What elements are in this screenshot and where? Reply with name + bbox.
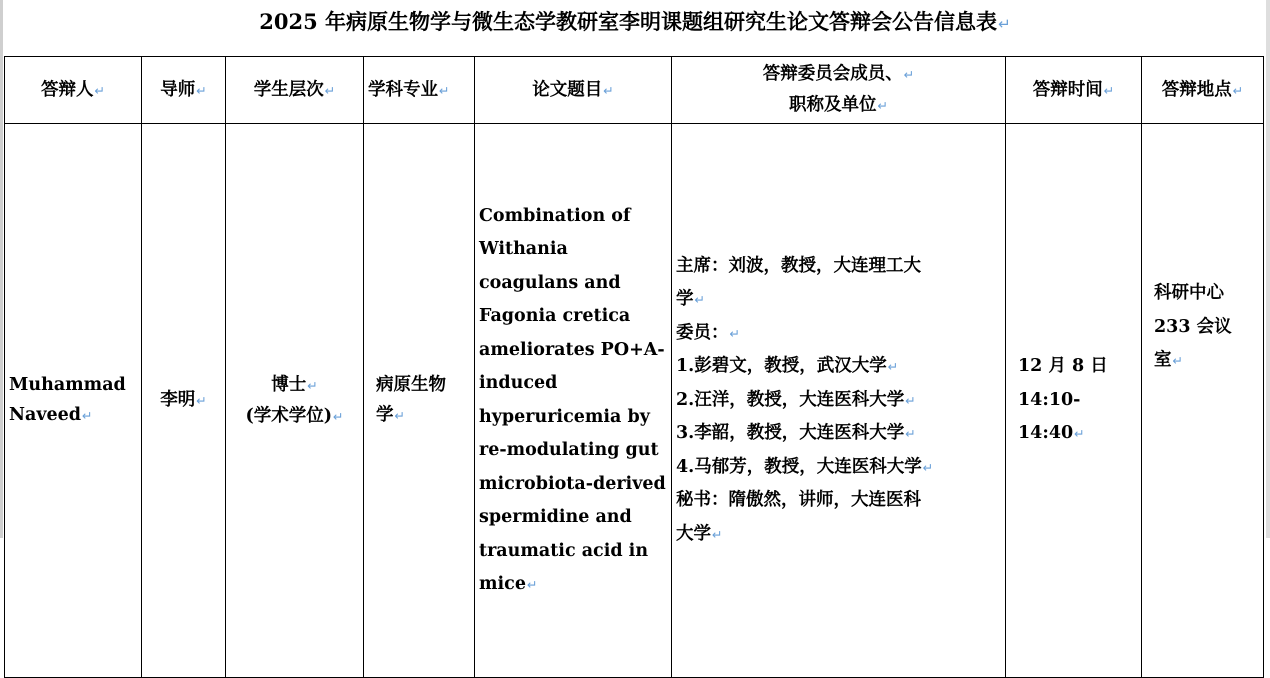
- cell-committee: 主席：刘波，教授，大连理工大 学↵ 委员：↵ 1.彭碧文，教授，武汉大学↵ 2.汪洋，教授，大连医科大学↵ 3.李韶，教授，大连医科大学↵ 4.马郁芳，教授，大连医科大学↵ 秘书：隋傲然，讲师，大连医科 大学↵: [672, 124, 1006, 678]
- paragraph-mark-icon: ↵: [94, 82, 106, 98]
- cell-thesis-title: Combination of Withania coagulans and Fagonia cretica ameliorates PO+A- induced hyperuricemia by re-modulating gut microbiota-derived spermidine and traumatic acid in mice↵: [475, 124, 672, 678]
- paragraph-mark-icon: ↵: [998, 15, 1011, 33]
- cell-location: 科研中心 233 会议 室↵: [1142, 124, 1264, 678]
- cell-time: 12 月 8 日 14:10-14:40↵: [1006, 124, 1142, 678]
- paragraph-mark-icon: ↵: [307, 377, 318, 393]
- document-title: [0, 6, 1270, 36]
- paragraph-mark-icon: ↵: [603, 82, 614, 98]
- paragraph-mark-icon: ↵: [1232, 82, 1244, 98]
- header-advisor: 导师↵: [142, 57, 226, 124]
- paragraph-mark-icon: ↵: [922, 459, 934, 475]
- header-level: 学生层次↵: [226, 57, 364, 124]
- header-thesis-title: 论文题目↵: [475, 57, 672, 124]
- paragraph-mark-icon: ↵: [729, 325, 741, 341]
- defense-info-table: [4, 56, 1264, 678]
- paragraph-mark-icon: ↵: [526, 577, 538, 592]
- paragraph-mark-icon: ↵: [905, 392, 916, 408]
- cell-advisor: 李明↵: [142, 124, 226, 678]
- header-major: 学科专业↵: [364, 57, 475, 124]
- left-edge: [0, 0, 3, 538]
- paragraph-mark-icon: ↵: [1103, 82, 1115, 98]
- header-row: [5, 57, 1264, 124]
- header-defender: 答辩人↵: [5, 57, 142, 124]
- paragraph-mark-icon: ↵: [439, 82, 450, 98]
- paragraph-mark-icon: ↵: [196, 82, 207, 98]
- paragraph-mark-icon: ↵: [903, 67, 915, 82]
- paragraph-mark-icon: ↵: [1074, 426, 1085, 442]
- header-location: 答辩地点↵: [1142, 57, 1264, 124]
- paragraph-mark-icon: ↵: [324, 82, 336, 98]
- paragraph-mark-icon: ↵: [1172, 353, 1184, 368]
- paragraph-mark-icon: ↵: [394, 408, 406, 423]
- title-text: 2025 年病原生物学与微生态学教研室李明课题组研究生论文答辩会公告信息表: [259, 9, 998, 34]
- table-row: [5, 124, 1264, 678]
- paragraph-mark-icon: ↵: [694, 292, 706, 308]
- cell-defender: Muhammad Naveed↵: [5, 124, 142, 678]
- header-time: 答辩时间↵: [1006, 57, 1142, 124]
- paragraph-mark-icon: ↵: [877, 98, 889, 113]
- paragraph-mark-icon: ↵: [333, 408, 344, 424]
- right-scroll-edge: [1266, 0, 1270, 538]
- paragraph-mark-icon: ↵: [887, 359, 899, 375]
- cell-level: 博士↵ (学术学位)↵: [226, 124, 364, 678]
- paragraph-mark-icon: ↵: [905, 426, 916, 442]
- header-committee: 答辩委员会成员、↵ 职称及单位↵: [672, 57, 1006, 124]
- paragraph-mark-icon: ↵: [82, 408, 93, 423]
- cell-major: 病原生物 学↵: [364, 124, 475, 678]
- paragraph-mark-icon: ↵: [712, 526, 723, 542]
- paragraph-mark-icon: ↵: [196, 392, 207, 408]
